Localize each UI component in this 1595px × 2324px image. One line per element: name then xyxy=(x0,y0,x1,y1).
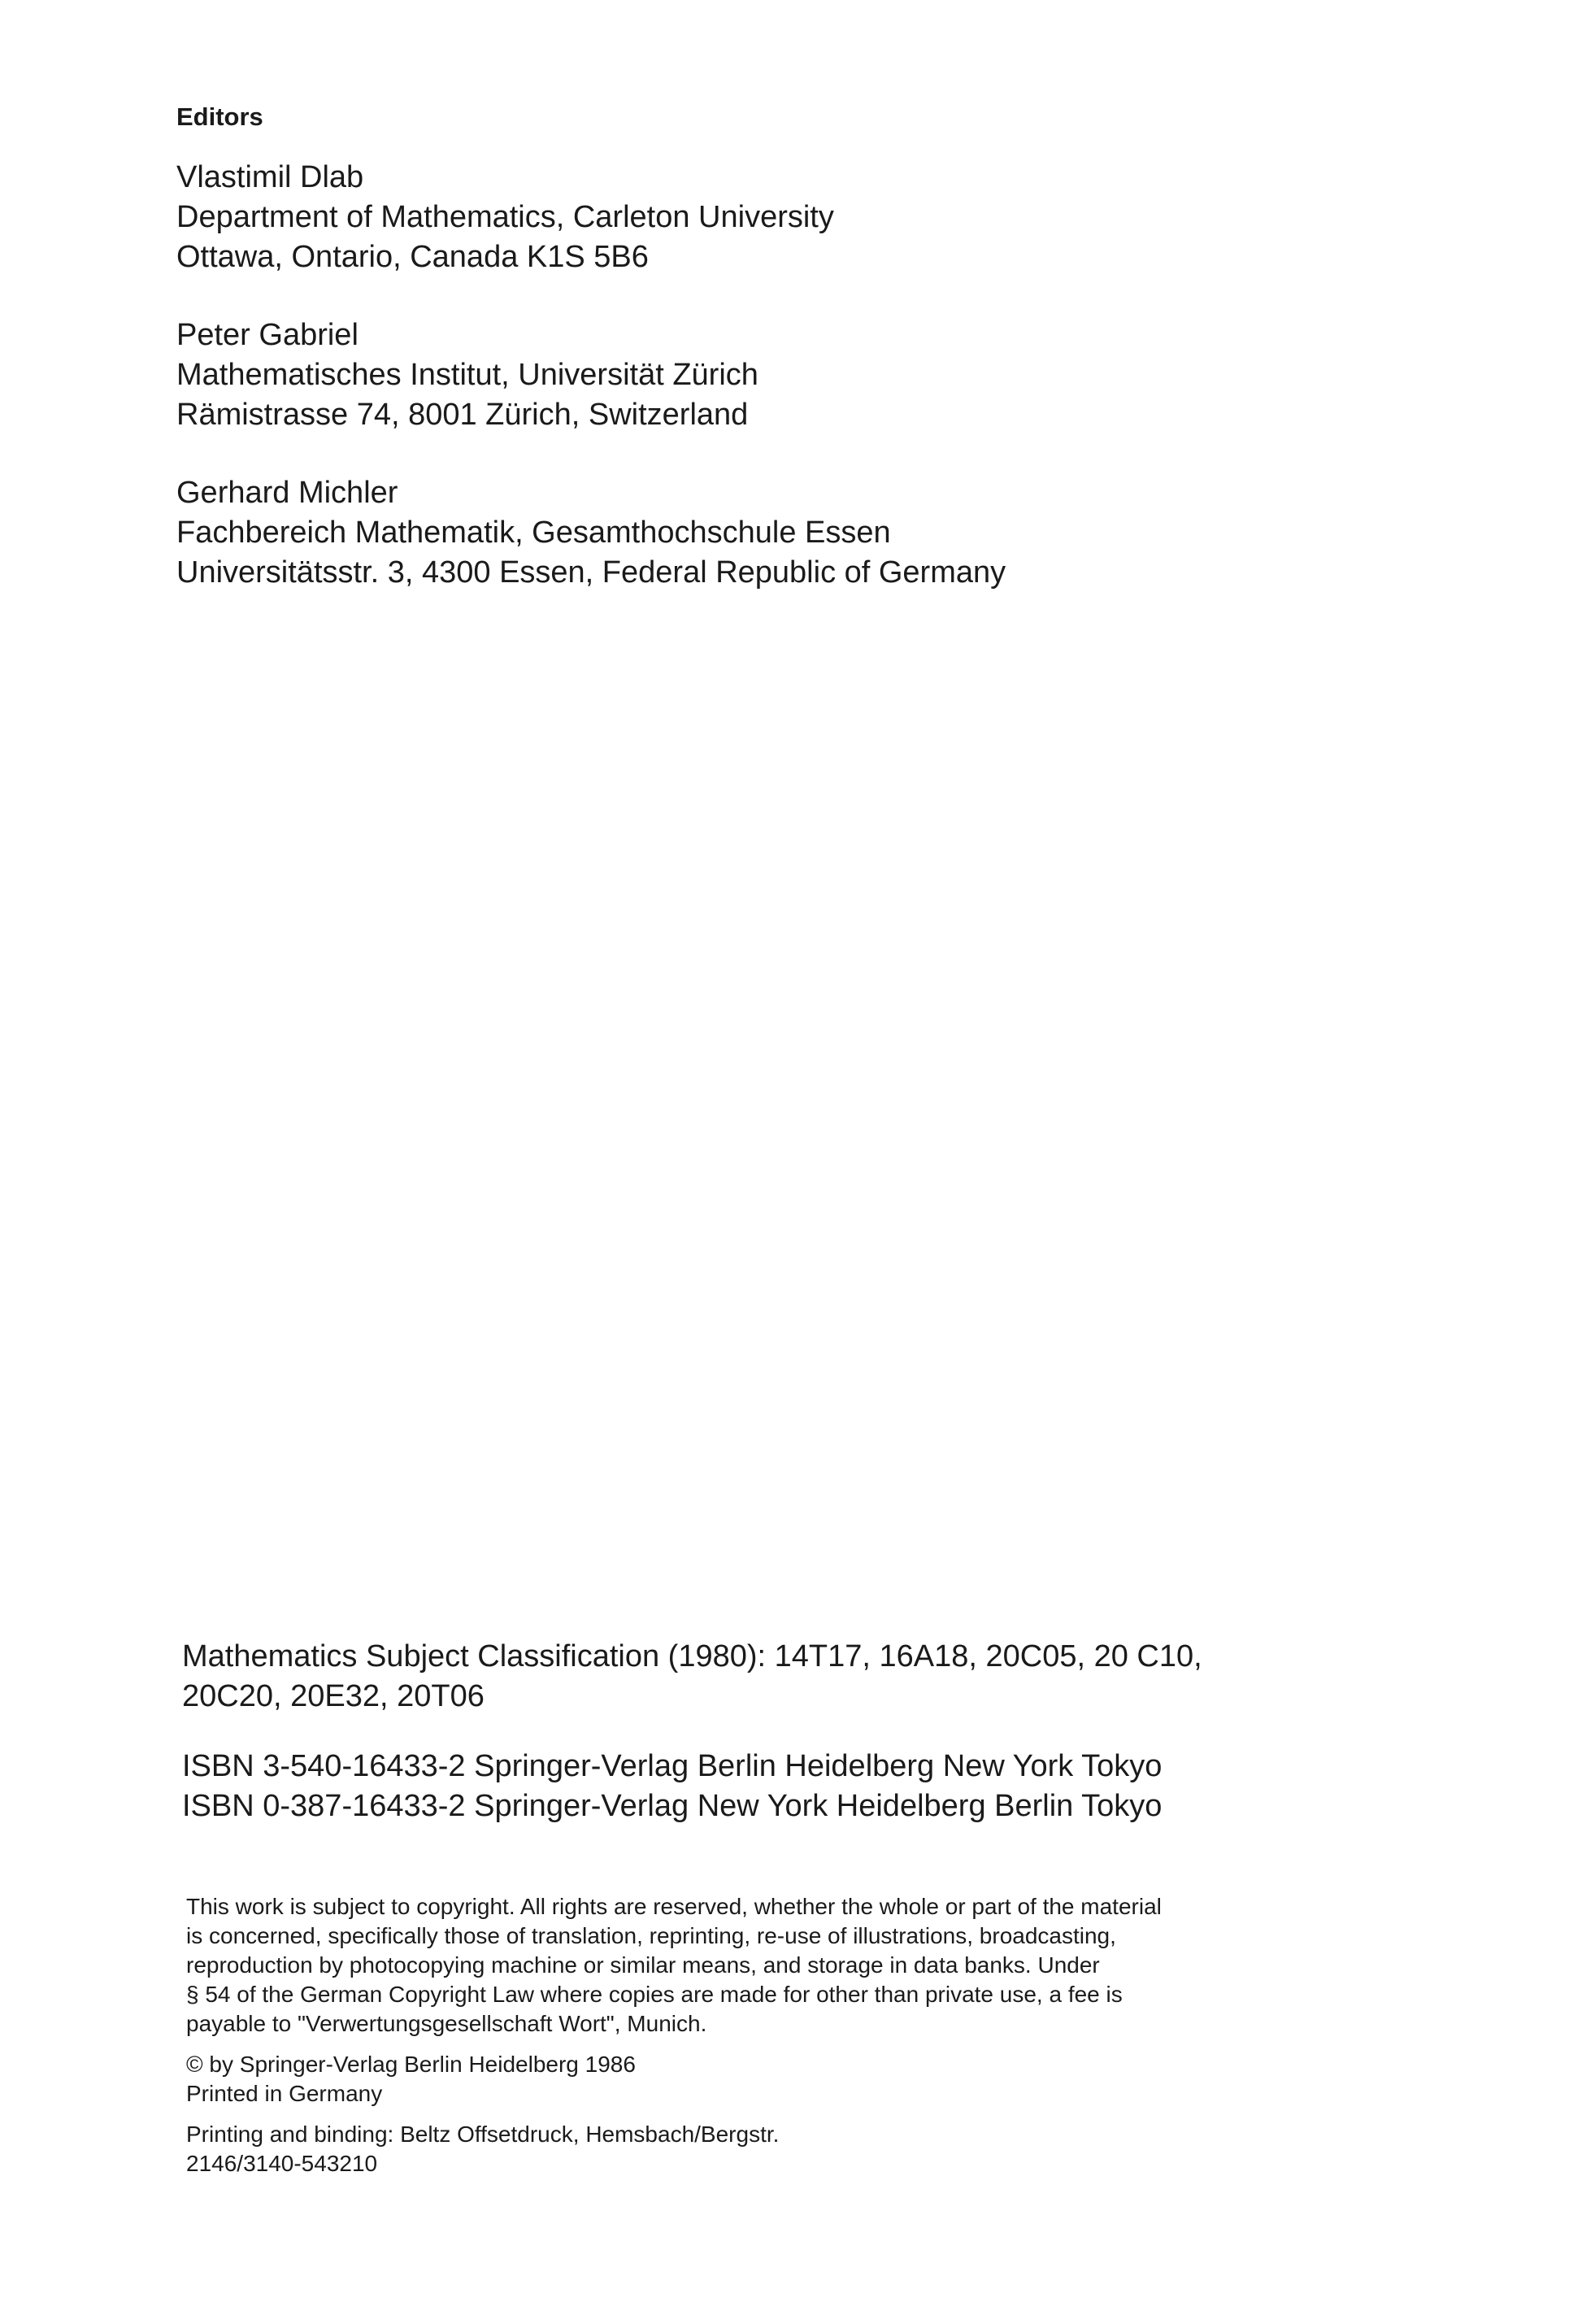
notice-line: This work is subject to copyright. All rights are reserved, whether the whole or part of the material xyxy=(186,1894,1162,1919)
copyright-notice xyxy=(186,1892,1276,2039)
editor-name: Peter Gabriel xyxy=(176,318,359,352)
isbn-line: ISBN 0-387-16433-2 Springer-Verlag New York Heidelberg Berlin Tokyo xyxy=(182,1789,1163,1823)
notice-line: is concerned, specifically those of translation, reprinting, re-use of illustrations, broadcasting, xyxy=(186,1923,1116,1948)
subject-classification xyxy=(182,1637,1450,1717)
isbn-line: ISBN 3-540-16433-2 Springer-Verlag Berlin Heidelberg New York Tokyo xyxy=(182,1749,1163,1783)
editor-address: Universitätsstr. 3, 4300 Essen, Federal Republic of Germany xyxy=(176,555,1006,590)
editor-affiliation: Mathematisches Institut, Universität Zürich xyxy=(176,358,758,392)
notice-line: reproduction by photocopying machine or similar means, and storage in data banks. Under xyxy=(186,1952,1100,1978)
print-code: 2146/3140-543210 xyxy=(186,2151,378,2176)
editor-entry xyxy=(176,316,758,435)
copyright-line: © by Springer-Verlag Berlin Heidelberg 1986 xyxy=(186,2052,636,2077)
editor-name: Gerhard Michler xyxy=(176,476,398,510)
editor-address: Ottawa, Ontario, Canada K1S 5B6 xyxy=(176,240,649,274)
legal-section xyxy=(186,1892,1276,2178)
editor-address: Rämistrasse 74, 8001 Zürich, Switzerland xyxy=(176,398,749,432)
printer-info xyxy=(186,2120,1276,2178)
isbn-block xyxy=(182,1747,1162,1826)
notice-line: payable to "Verwertungsgesellschaft Wort", Munich. xyxy=(186,2011,707,2036)
editor-affiliation: Fachbereich Mathematik, Gesamthochschule Essen xyxy=(176,516,891,550)
editor-affiliation: Department of Mathematics, Carleton University xyxy=(176,200,834,234)
classification-line: 20C20, 20E32, 20T06 xyxy=(182,1679,485,1713)
editor-entry xyxy=(176,473,1006,593)
copyright-holder xyxy=(186,2050,1276,2109)
editors-heading: Editors xyxy=(176,102,263,131)
printing-line: Printing and binding: Beltz Offsetdruck, Hemsbach/Bergstr. xyxy=(186,2122,780,2147)
notice-line: § 54 of the German Copyright Law where copies are made for other than private use, a fee is xyxy=(186,1982,1123,2007)
classification-line: Mathematics Subject Classification (1980): 14T17, 16A18, 20C05, 20 C10, xyxy=(182,1639,1202,1673)
editor-entry xyxy=(176,158,834,277)
editor-name: Vlastimil Dlab xyxy=(176,160,364,194)
printed-line: Printed in Germany xyxy=(186,2081,383,2106)
